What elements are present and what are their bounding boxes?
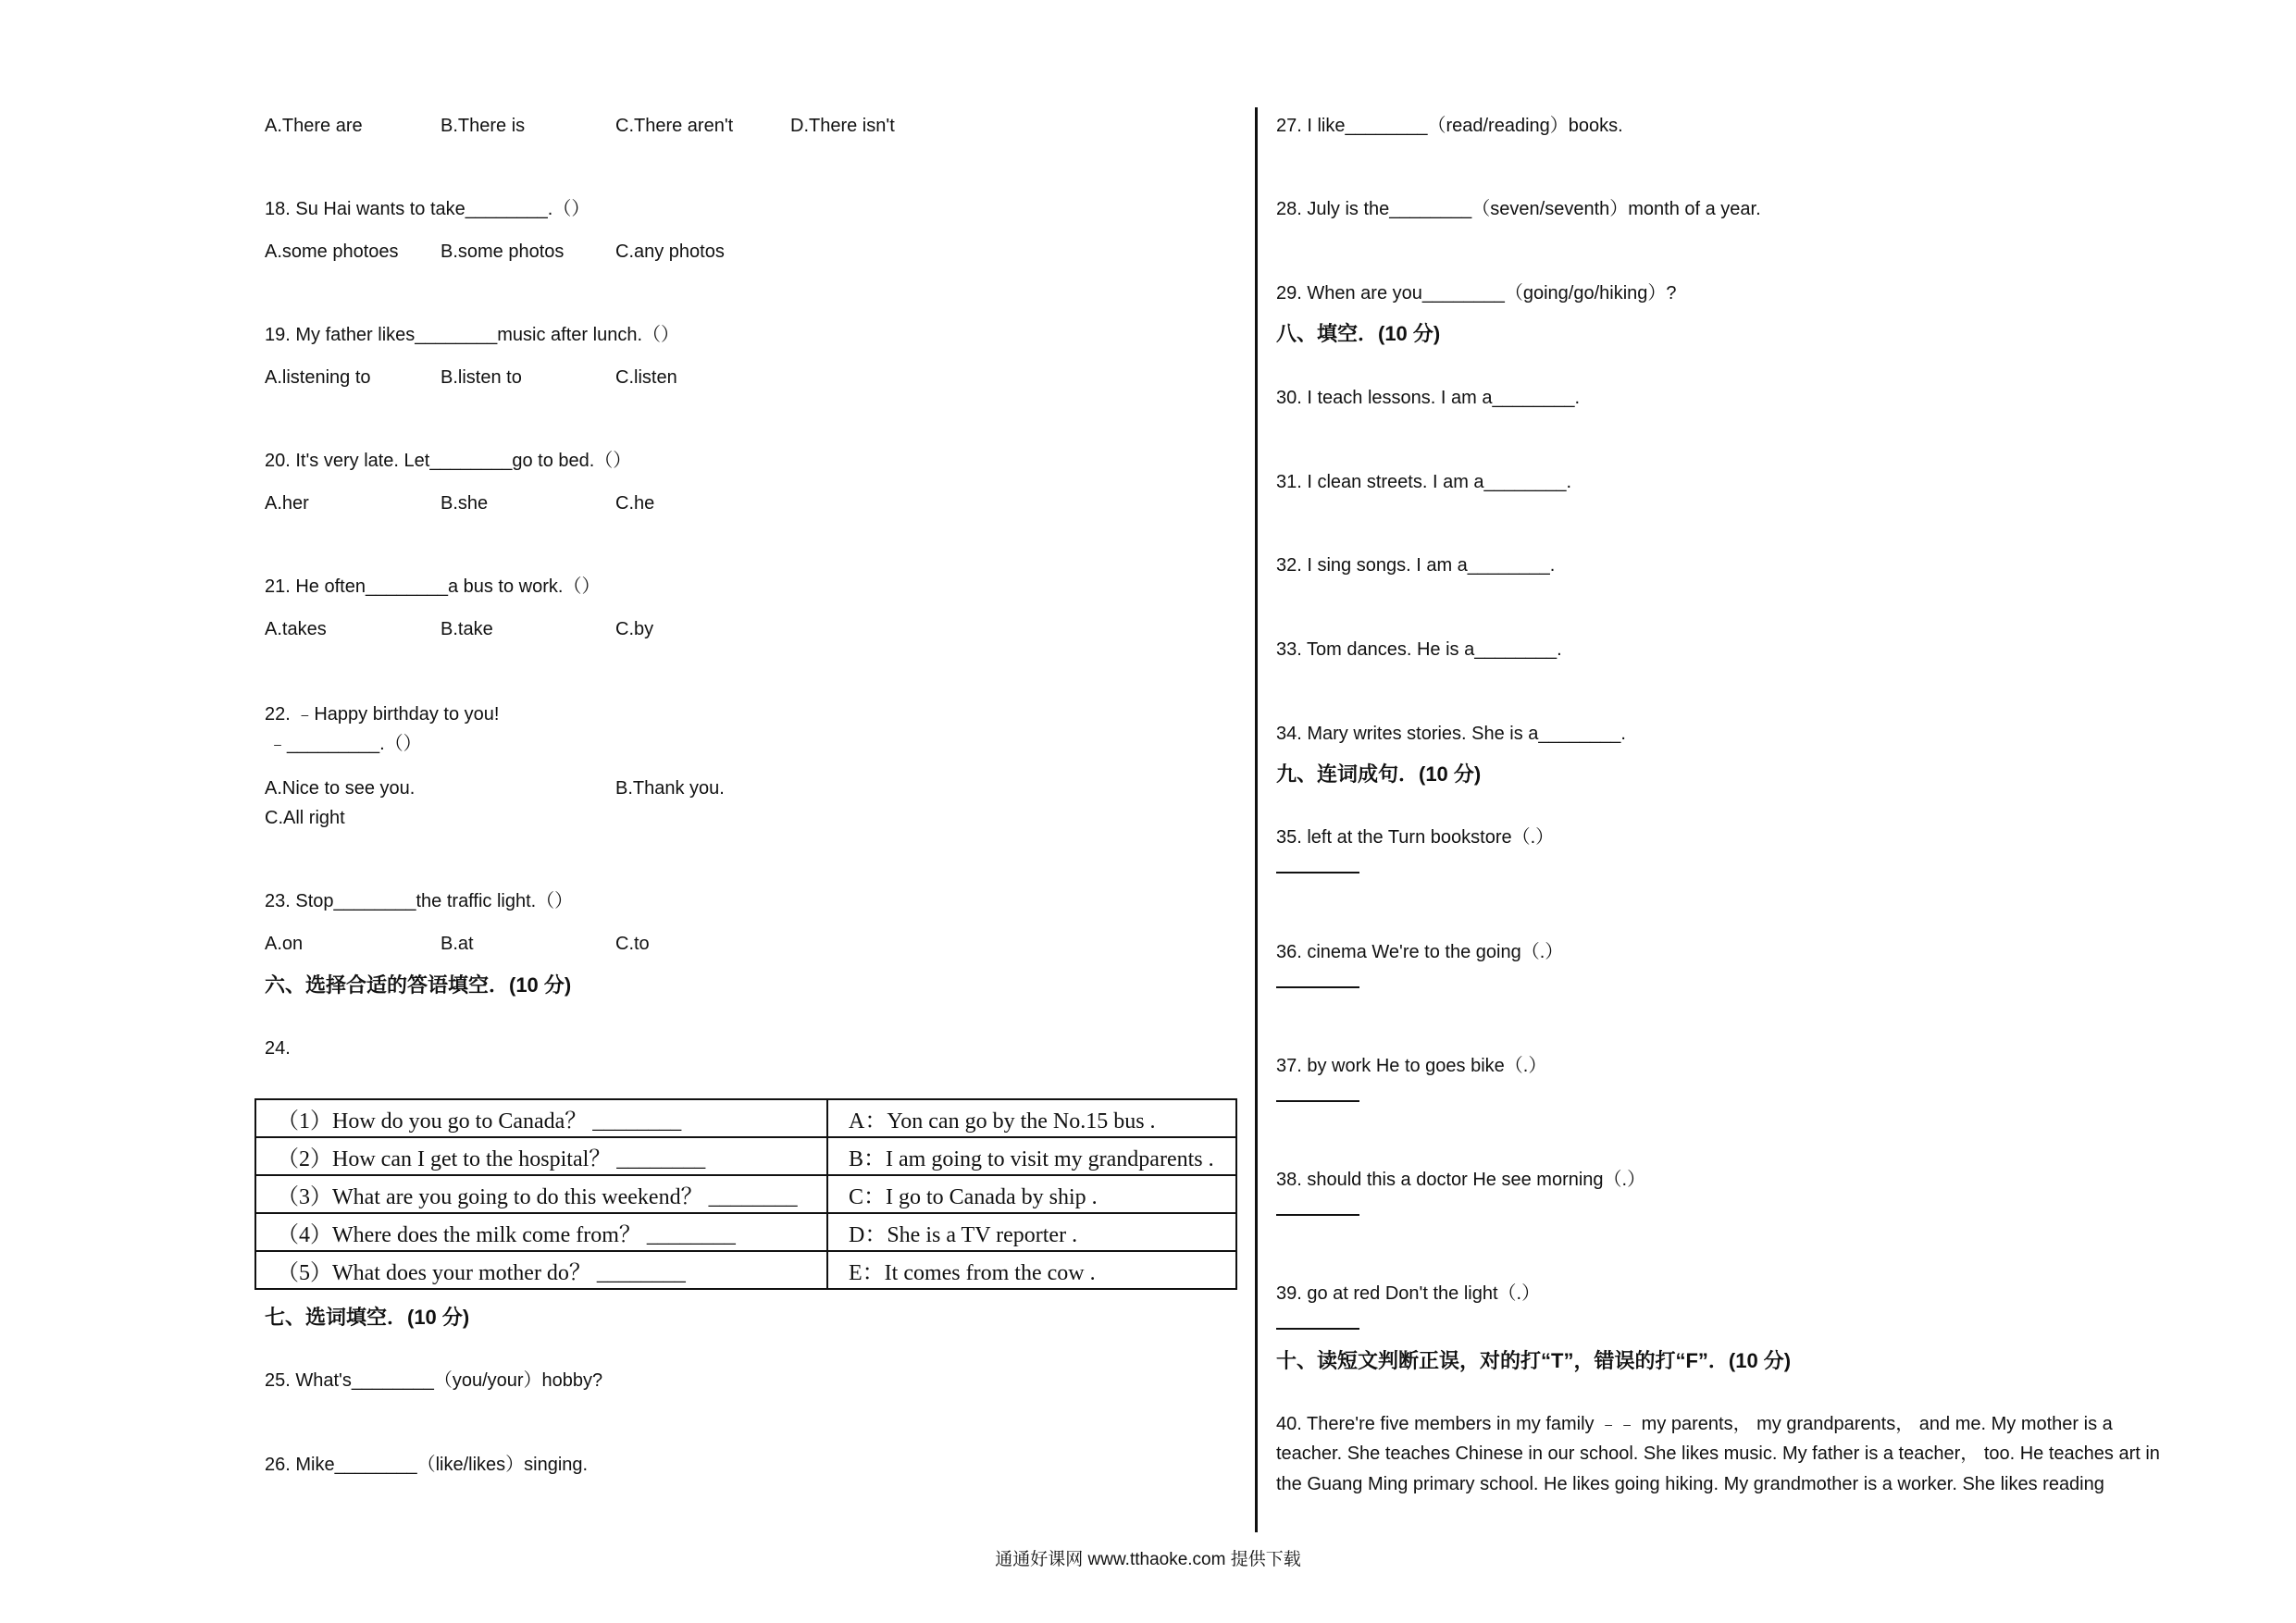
question-32: 32. I sing songs. I am a________. xyxy=(1276,555,1556,576)
question-33: 33. Tom dances. He is a________. xyxy=(1276,639,1562,660)
answer-line xyxy=(1276,1214,1359,1216)
passage-line: teacher. She teaches Chinese in our school. She likes music. My father is a teacher， too. He teaches art in xyxy=(1276,1443,2160,1464)
section-8-title: 八、填空．(10 分) xyxy=(1276,322,1441,345)
option-b: B.take xyxy=(441,619,493,639)
table-cell-answer: B：I am going to visit my grandparents . xyxy=(827,1137,1236,1175)
option-c: C.he xyxy=(615,493,655,514)
column-divider xyxy=(1255,107,1258,1532)
option-a: A.on xyxy=(265,934,304,954)
option-b: B.listen to xyxy=(441,367,522,388)
question-29: 29. When are you________（going/go/hiking）? xyxy=(1276,283,1677,304)
table-cell-question: （2）How can I get to the hospital？ ________ xyxy=(255,1137,827,1175)
answer-line xyxy=(1276,1328,1359,1330)
question-stem: 18. Su Hai wants to take________.（） xyxy=(265,199,590,219)
question-stem: 21. He often________a bus to work.（） xyxy=(265,576,601,597)
option-a: A.listening to xyxy=(265,367,371,388)
question-37: 37. by work He to goes bike（.） xyxy=(1276,1056,1547,1076)
table-row xyxy=(255,1213,1236,1251)
option-c: C.any photos xyxy=(615,242,725,262)
question-39: 39. go at red Don't the light（.） xyxy=(1276,1283,1541,1304)
answer-line xyxy=(1276,872,1359,873)
option-b: B.There is xyxy=(441,116,526,136)
answer-line xyxy=(1276,1100,1359,1102)
table-cell-question: （4）Where does the milk come from？ ________ xyxy=(255,1213,827,1251)
section-7-title: 七、选词填空．(10 分) xyxy=(265,1306,470,1329)
option-c: C.by xyxy=(615,619,654,639)
table-cell-answer: A：Yon can go by the No.15 bus . xyxy=(827,1099,1236,1137)
table-cell-question: （5）What does your mother do？ ________ xyxy=(255,1251,827,1289)
option-d: D.There isn't xyxy=(790,116,895,136)
question-35: 35. left at the Turn bookstore（.） xyxy=(1276,827,1555,848)
question-stem: 20. It's very late. Let________go to bed.（） xyxy=(265,451,632,471)
table-cell-question: （1）How do you go to Canada？ ________ xyxy=(255,1099,827,1137)
question-34: 34. Mary writes stories. She is a________. xyxy=(1276,724,1626,744)
question-27: 27. I like________（read/reading）books. xyxy=(1276,116,1623,136)
table-cell-answer: C：I go to Canada by ship . xyxy=(827,1175,1236,1213)
question-30: 30. I teach lessons. I am a________. xyxy=(1276,388,1580,408)
question-stem: 22. ﹣Happy birthday to you! xyxy=(265,704,500,725)
matching-table xyxy=(254,1098,1237,1290)
option-a: A.Nice to see you. xyxy=(265,778,416,799)
passage-line: the Guang Ming primary school. He likes going hiking. My grandmother is a worker. She likes reading xyxy=(1276,1474,2104,1494)
option-a: A.There are xyxy=(265,116,363,136)
table-row xyxy=(255,1137,1236,1175)
option-c: C.to xyxy=(615,934,650,954)
option-b: B.Thank you. xyxy=(615,778,725,799)
question-38: 38. should this a doctor He see morning（.） xyxy=(1276,1170,1646,1190)
table-row xyxy=(255,1251,1236,1289)
option-a: A.her xyxy=(265,493,309,514)
passage-line: 40. There're five members in my family ﹣﹣ my parents， my grandparents， and me. My mother is a xyxy=(1276,1414,2113,1434)
question-26: 26. Mike________（like/likes）singing. xyxy=(265,1455,589,1475)
option-a: A.takes xyxy=(265,619,327,639)
table-row xyxy=(255,1175,1236,1213)
table-cell-answer: E：It comes from the cow . xyxy=(827,1251,1236,1289)
option-c: C.listen xyxy=(615,367,677,388)
question-31: 31. I clean streets. I am a________. xyxy=(1276,472,1572,492)
question-28: 28. July is the________（seven/seventh）month of a year. xyxy=(1276,199,1761,219)
option-c: C.There aren't xyxy=(615,116,734,136)
option-b: B.at xyxy=(441,934,474,954)
question-stem: 23. Stop________the traffic light.（） xyxy=(265,891,574,911)
section-9-title: 九、连词成句．(10 分) xyxy=(1276,762,1482,786)
option-b: B.she xyxy=(441,493,489,514)
question-36: 36. cinema We're to the going（.） xyxy=(1276,942,1564,962)
option-a: A.some photoes xyxy=(265,242,399,262)
option-c: C.All right xyxy=(265,808,345,828)
question-stem-reply: ﹣_________.（） xyxy=(268,734,422,754)
answer-line xyxy=(1276,986,1359,988)
section-6-title: 六、选择合适的答语填空．(10 分) xyxy=(265,973,572,997)
question-stem: 19. My father likes________music after lunch.（） xyxy=(265,325,679,345)
table-cell-question: （3）What are you going to do this weekend？ ________ xyxy=(255,1175,827,1213)
question-24-label: 24. xyxy=(265,1038,291,1059)
page-footer: 通通好课网 www.tthaoke.com 提供下载 xyxy=(995,1550,1301,1569)
question-25: 25. What's________（you/your）hobby? xyxy=(265,1370,603,1391)
section-10-title: 十、读短文判断正误，对的打“T”，错误的打“F”．(10 分) xyxy=(1276,1349,1792,1372)
option-b: B.some photos xyxy=(441,242,565,262)
table-row xyxy=(255,1099,1236,1137)
table-cell-answer: D：She is a TV reporter . xyxy=(827,1213,1236,1251)
